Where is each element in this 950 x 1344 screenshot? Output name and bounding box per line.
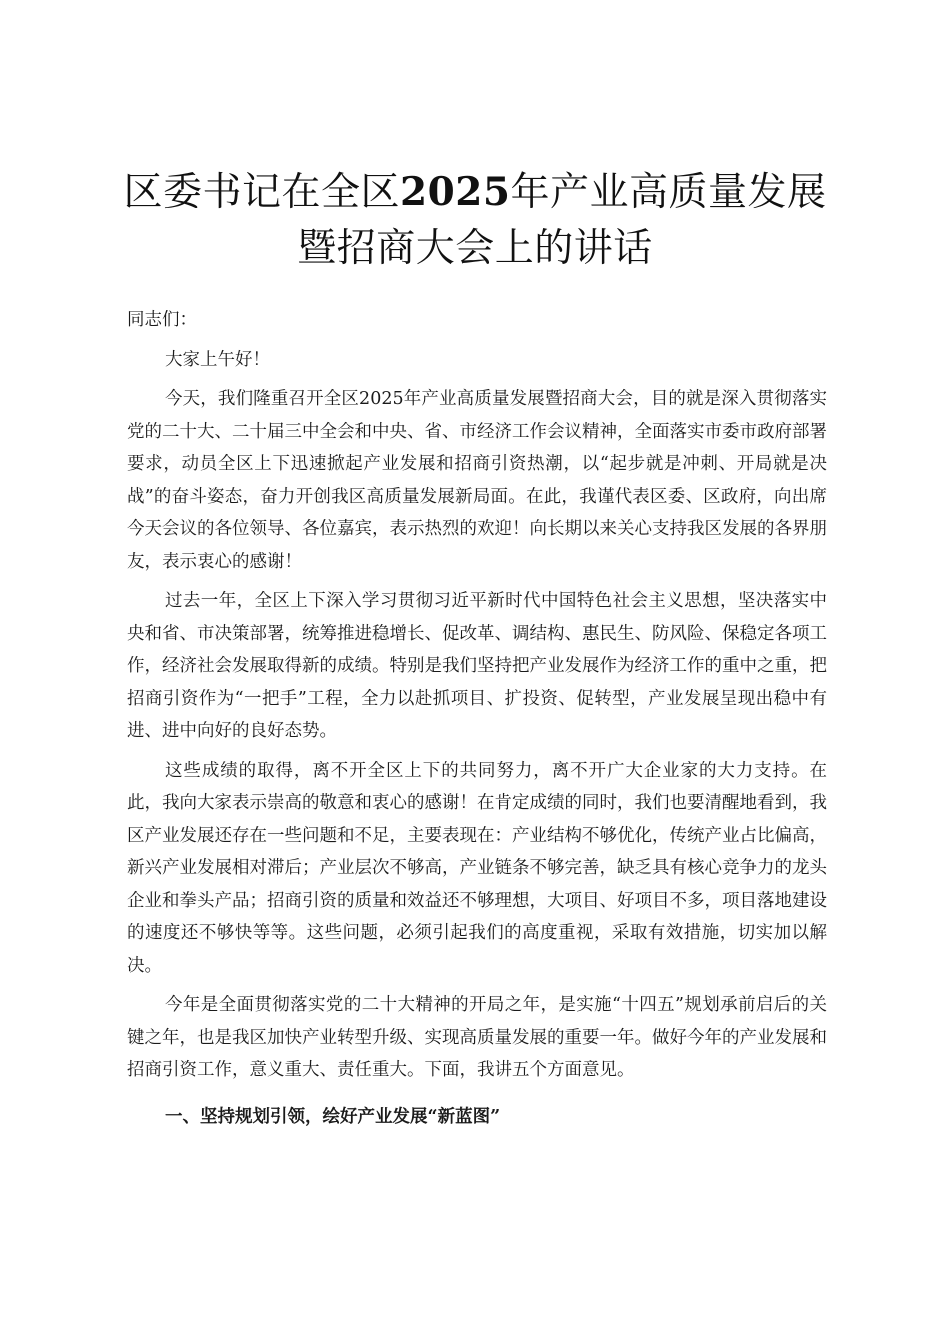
paragraph-2: 过去一年，全区上下深入学习贯彻习近平新时代中国特色社会主义思想，坚决落实中央和省、市决策部署，统筹推进稳增长、促改革、调结构、惠民生、防风险、保稳定各项工作，经济社会发展取得新的成绩。特别是我们坚持把产业发展作为经济工作的重中之重，把招商引资作为“一把手”工程，全力以赴抓项目、扩投资、促转型，产业发展呈现出稳中有进、进中向好的良好态势。: [127, 591, 827, 741]
document-title: [118, 164, 832, 277]
paragraph-1: 今天，我们隆重召开全区2025年产业高质量发展暨招商大会，目的就是深入贯彻落实党的二十大、二十届三中全会和中央、省、市经济工作会议精神，全面落实市委市政府部署要求，动员全区上下迅速掀起产业发展和招商引资热潮，以“起步就是冲刺、开局就是决战”的奋斗姿态，奋力开创我区高质量发展新局面。在此，我谨代表区委、区政府，向出席今天会议的各位领导、各位嘉宾，表示热烈的欢迎！向长期以来关心支持我区发展的各界朋友，表示衷心的感谢！: [127, 389, 827, 572]
title-year: 2025: [399, 169, 511, 215]
title-part-2: 年产业高质量发展暨招商大会上的讲话: [297, 170, 827, 271]
section-heading-1: 一、坚持规划引领，绘好产业发展“新蓝图”: [165, 1106, 501, 1127]
paragraph-3: 这些成绩的取得，离不开全区上下的共同努力，离不开广大企业家的大力支持。在此，我向大家表示崇高的敬意和衷心的感谢！在肯定成绩的同时，我们也要清醒地看到，我区产业发展还存在一些问题和不足，主要表现在：产业结构不够优化，传统产业占比偏高，新兴产业发展相对滞后；产业层次不够高，产业链条不够完善，缺乏具有核心竞争力的龙头企业和拳头产品；招商引资的质量和效益还不够理想，大项目、好项目不多，项目落地建设的速度还不够快等等。这些问题，必须引起我们的高度重视，采取有效措施，切实加以解决。: [127, 760, 827, 976]
document-body: [127, 304, 827, 1133]
salutation: 同志们：: [127, 310, 197, 330]
greeting: 大家上午好！: [165, 349, 270, 370]
title-part-1: 区委书记在全区: [123, 170, 400, 215]
paragraph-4: 今年是全面贯彻落实党的二十大精神的开局之年，是实施“十四五”规划承前启后的关键之年，也是我区加快产业转型升级、实现高质量发展的重要一年。做好今年的产业发展和招商引资工作，意义重大、责任重大。下面，我讲五个方面意见。: [127, 995, 827, 1080]
